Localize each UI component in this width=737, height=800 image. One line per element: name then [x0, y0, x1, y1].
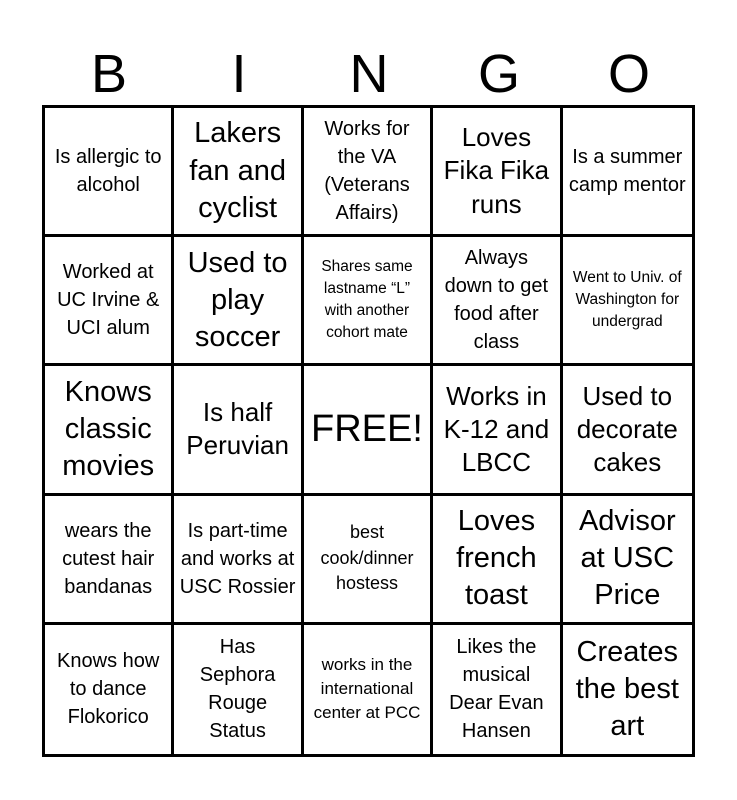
bingo-cell[interactable]	[304, 625, 433, 754]
cell-text: Loves Fika Fika runs	[443, 122, 550, 219]
bingo-cell[interactable]	[174, 108, 303, 237]
cell-text: Likes the musical Dear Evan Hansen	[449, 636, 544, 743]
free-space[interactable]	[304, 366, 433, 495]
bingo-cell[interactable]	[45, 108, 174, 237]
bingo-cell[interactable]	[563, 496, 692, 625]
bingo-cell[interactable]	[433, 108, 562, 237]
cell-text: Always down to get food after class	[444, 247, 549, 354]
cell-text: Works in K-12 and LBCC	[443, 380, 550, 478]
bingo-cell[interactable]	[433, 237, 562, 366]
cell-text: Went to Univ. of Washington for undergrad	[572, 269, 682, 331]
header-letter-o: O	[607, 44, 650, 104]
cell-text: best cook/dinner hostess	[320, 522, 414, 594]
cell-text: Used to play soccer	[187, 246, 288, 353]
free-space-text: FREE!	[311, 407, 423, 450]
bingo-cell[interactable]	[174, 496, 303, 625]
cell-text: Knows how to dance Flokorico	[57, 650, 160, 729]
cell-text: works in the international center at PCC	[313, 655, 421, 723]
bingo-cell[interactable]	[45, 625, 174, 754]
cell-text: Lakers fan and cyclist	[189, 117, 286, 224]
bingo-cell[interactable]	[45, 496, 174, 625]
cell-text: Creates the best art	[575, 635, 679, 742]
cell-text: Loves french toast	[456, 505, 537, 612]
cell-text: Knows classic movies	[62, 375, 155, 483]
header-letter-i: I	[231, 44, 247, 104]
bingo-cell[interactable]	[433, 496, 562, 625]
bingo-cell[interactable]	[433, 366, 562, 495]
bingo-cell[interactable]	[174, 237, 303, 366]
bingo-cell[interactable]	[45, 366, 174, 495]
cell-text: Advisor at USC Price	[578, 505, 676, 612]
cell-text: wears the cutest hair bandanas	[62, 519, 155, 598]
header-letter-b: B	[90, 44, 128, 104]
bingo-cell[interactable]	[433, 625, 562, 754]
bingo-cell[interactable]	[563, 237, 692, 366]
cell-text: Worked at UC Irvine & UCI alum	[57, 261, 160, 340]
cell-text: Is a summer camp mentor	[568, 146, 686, 197]
bingo-cell[interactable]	[174, 625, 303, 754]
cell-text: Used to decorate cakes	[576, 380, 678, 478]
bingo-cell[interactable]	[563, 366, 692, 495]
cell-text: Works for the VA (Veterans Affairs)	[324, 118, 410, 225]
header-letter-g: G	[477, 44, 520, 104]
cell-text: Is half Peruvian	[186, 397, 289, 461]
header-letter-n: N	[349, 44, 389, 104]
bingo-header	[44, 44, 694, 104]
cell-text: Shares same lastname “L” with another cohort mate	[321, 258, 413, 342]
cell-text: Has Sephora Rouge Status	[199, 636, 276, 743]
bingo-cell[interactable]	[174, 366, 303, 495]
bingo-cell[interactable]	[304, 496, 433, 625]
bingo-cell[interactable]	[304, 237, 433, 366]
cell-text: Is allergic to alcohol	[54, 146, 162, 197]
bingo-cell[interactable]	[45, 237, 174, 366]
bingo-board	[42, 105, 695, 757]
bingo-cell[interactable]	[304, 108, 433, 237]
bingo-cell[interactable]	[563, 108, 692, 237]
bingo-cell[interactable]	[563, 625, 692, 754]
cell-text: Is part-time and works at USC Rossier	[179, 519, 296, 598]
